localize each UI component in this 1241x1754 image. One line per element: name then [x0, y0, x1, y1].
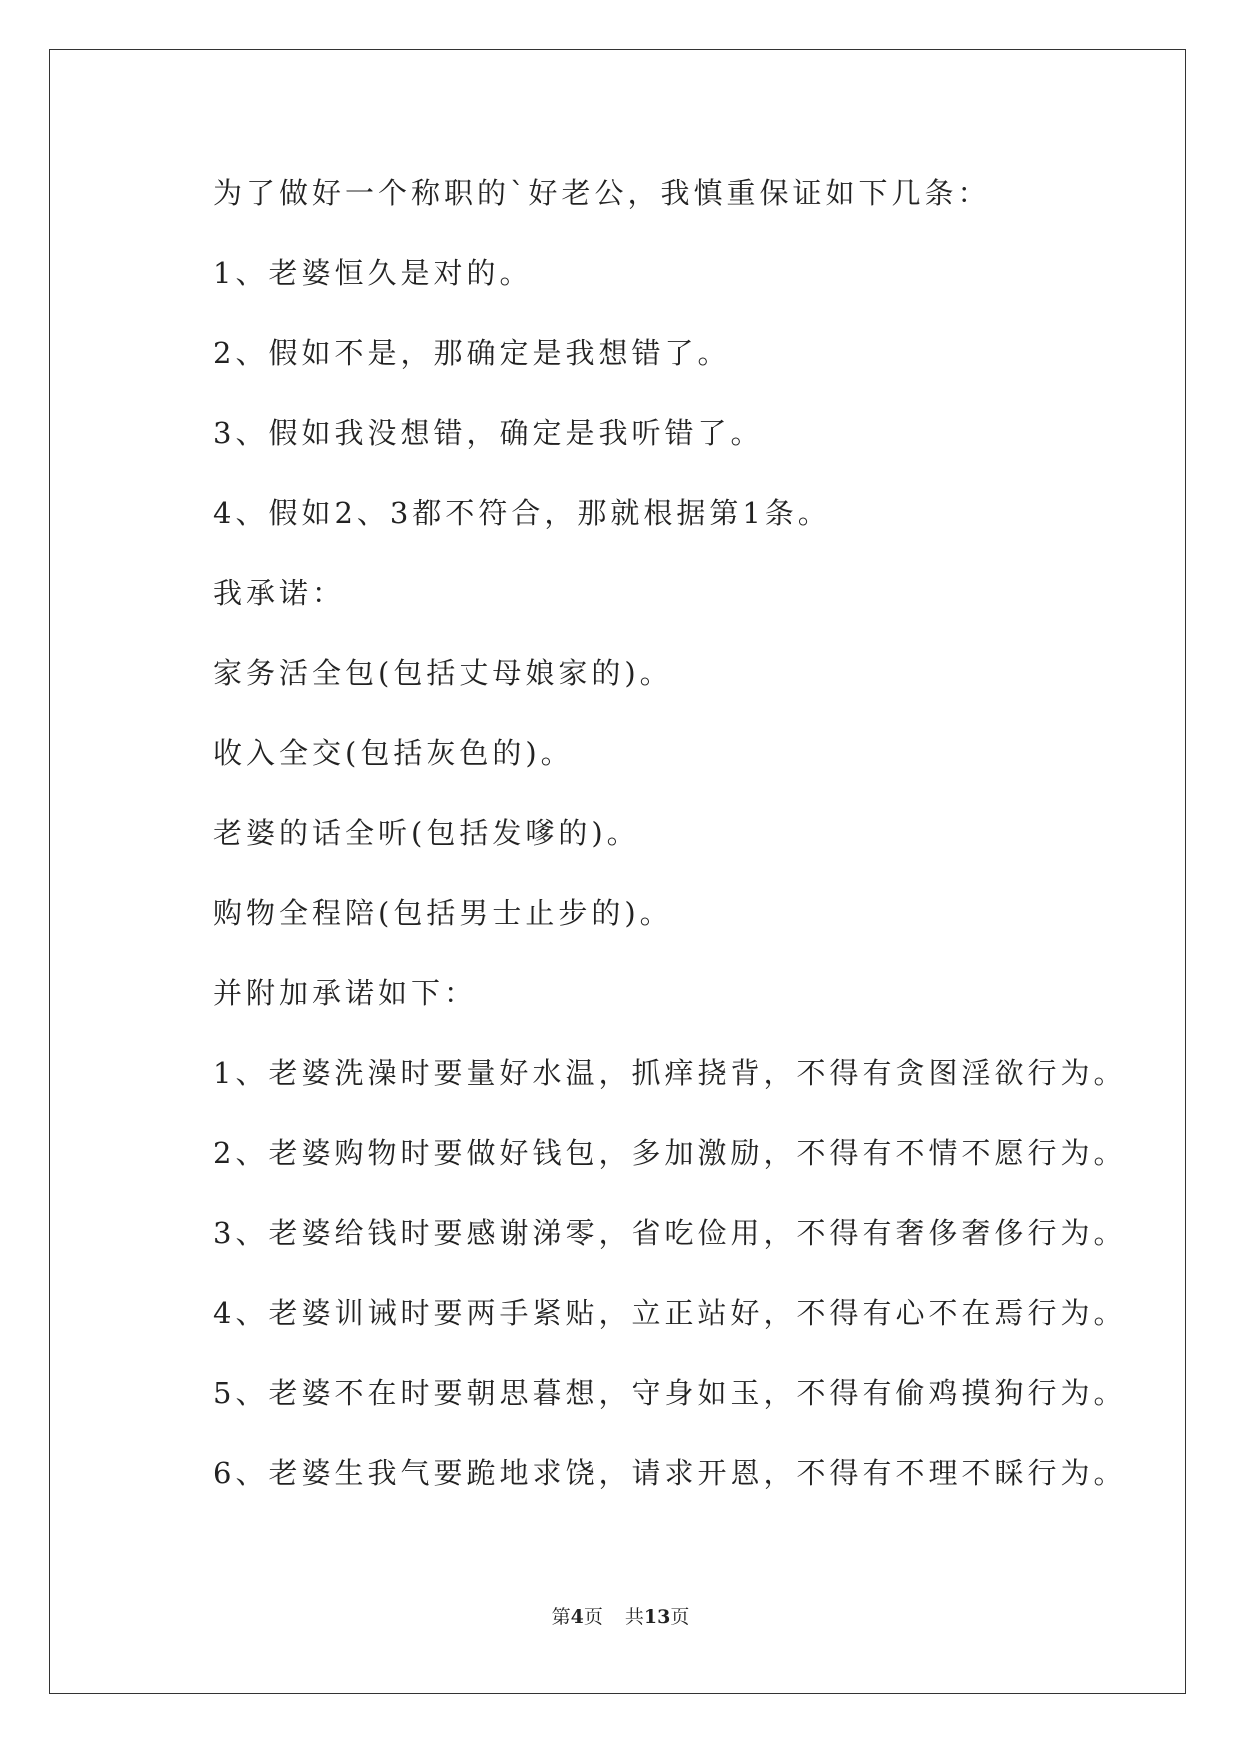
page-footer — [0, 1604, 1241, 1630]
page-prefix: 第 — [551, 1606, 571, 1628]
paragraph-rule-4: 4、假如2、3都不符合，那就根据第1条。 — [213, 496, 831, 530]
page-suffix: 页 — [583, 1606, 603, 1628]
total-suffix: 页 — [670, 1606, 690, 1628]
paragraph-promise-income: 收入全交(包括灰色的)。 — [213, 736, 574, 770]
total-prefix: 共 — [624, 1606, 644, 1628]
paragraph-additional-6: 6、老婆生我气要跪地求饶，请求开恩，不得有不理不睬行为。 — [213, 1456, 1127, 1490]
paragraph-additional-4: 4、老婆训诫时要两手紧贴，立正站好，不得有心不在焉行为。 — [213, 1296, 1127, 1330]
page-number: 4 — [570, 1606, 584, 1628]
total-pages: 13 — [643, 1606, 671, 1628]
paragraph-promise-shopping: 购物全程陪(包括男士止步的)。 — [213, 896, 673, 930]
paragraph-additional-heading: 并附加承诺如下： — [213, 976, 478, 1010]
paragraph-promise-listen: 老婆的话全听(包括发嗲的)。 — [213, 816, 640, 850]
paragraph-promise-heading: 我承诺： — [213, 576, 346, 610]
paragraph-intro: 为了做好一个称职的`好老公，我慎重保证如下几条： — [213, 176, 991, 210]
paragraph-additional-1: 1、老婆洗澡时要量好水温，抓痒挠背，不得有贪图淫欲行为。 — [213, 1056, 1127, 1090]
paragraph-additional-5: 5、老婆不在时要朝思暮想，守身如玉，不得有偷鸡摸狗行为。 — [213, 1376, 1127, 1410]
paragraph-rule-3: 3、假如我没想错，确定是我听错了。 — [213, 416, 764, 450]
paragraph-rule-1: 1、老婆恒久是对的。 — [213, 256, 533, 290]
paragraph-additional-3: 3、老婆给钱时要感谢涕零，省吃俭用，不得有奢侈奢侈行为。 — [213, 1216, 1127, 1250]
document-body — [213, 168, 1133, 1528]
paragraph-additional-2: 2、老婆购物时要做好钱包，多加激励，不得有不情不愿行为。 — [213, 1136, 1127, 1170]
paragraph-promise-housework: 家务活全包(包括丈母娘家的)。 — [213, 656, 673, 690]
paragraph-rule-2: 2、假如不是，那确定是我想错了。 — [213, 336, 731, 370]
